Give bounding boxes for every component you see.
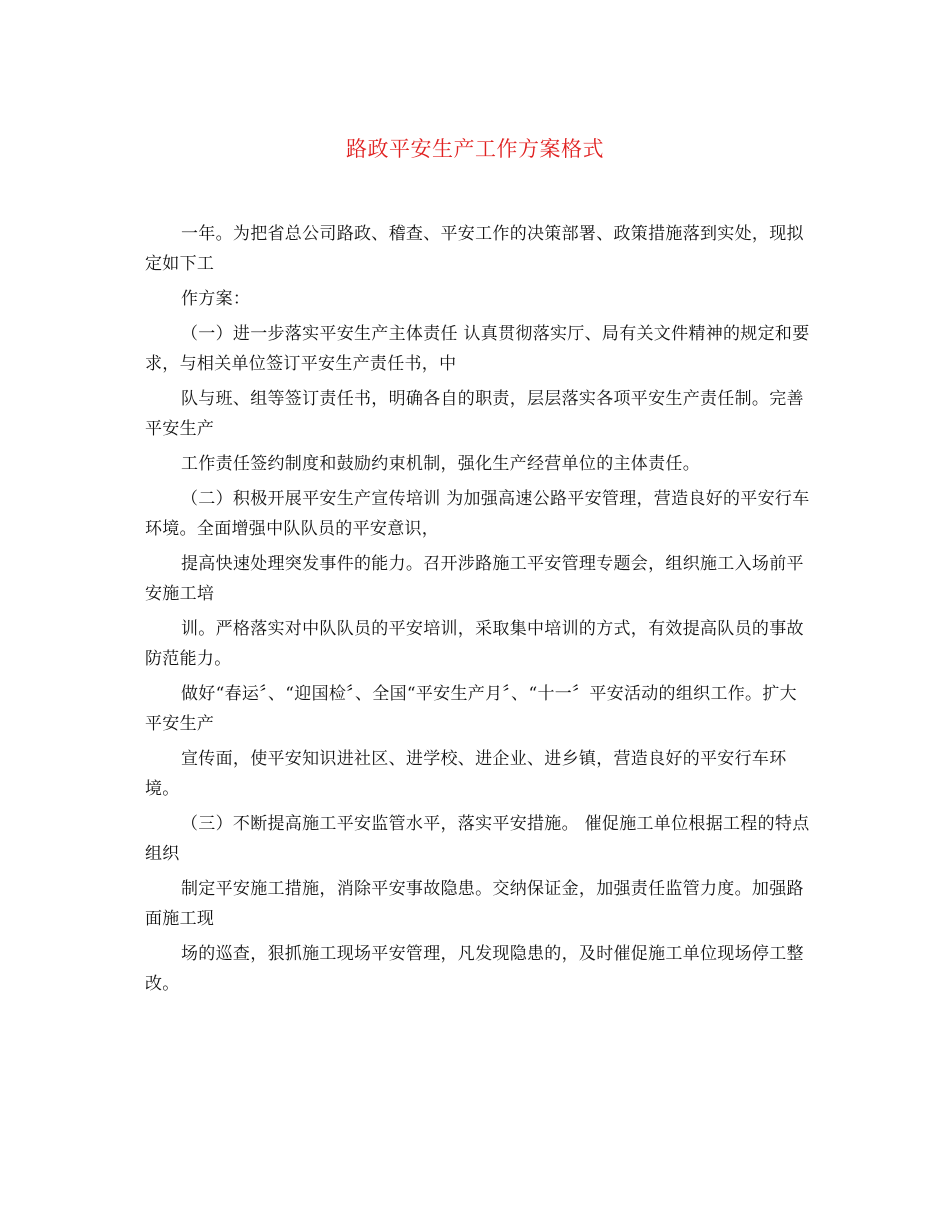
paragraph: 提高快速处理突发事件的能力。召开涉路施工平安管理专题会，组织施工入场前平安施工培 [145, 554, 804, 604]
document-title: 路政平安生产工作方案格式 [346, 137, 604, 161]
document-body [145, 219, 810, 999]
paragraph: 做好“春运〞、“迎国检〞、全国“平安生产月〞、“十一〞平安活动的组织工作。扩大平安生产 [145, 684, 797, 734]
paragraph: 制定平安施工措施，消除平安事故隐患。交纳保证金，加强责任监管力度。加强路面施工现 [145, 879, 804, 929]
paragraph: 作方案： [181, 289, 251, 309]
paragraph: （二）积极开展平安生产宣传培训 为加强高速公路平安管理，营造良好的平安行车环境。全面增强中队队员的平安意识， [145, 489, 810, 539]
paragraph: 训。严格落实对中队队员的平安培训，采取集中培训的方式，有效提高队员的事故防范能力。 [145, 619, 804, 669]
paragraph: 工作责任签约制度和鼓励约束机制，强化生产经营单位的主体责任。 [181, 454, 700, 474]
paragraph: （三）不断提高施工平安监管水平，落实平安措施。 催促施工单位根据工程的特点组织 [145, 814, 810, 864]
paragraph: 一年。为把省总公司路政、稽查、平安工作的决策部署、政策措施落到实处，现拟定如下工 [145, 224, 804, 274]
paragraph: 宣传面，使平安知识进社区、进学校、进企业、进乡镇，营造良好的平安行车环境。 [145, 749, 787, 799]
paragraph: 场的巡查，狠抓施工现场平安管理，凡发现隐患的，及时催促施工单位现场停工整改。 [145, 944, 804, 994]
paragraph: 队与班、组等签订责任书，明确各自的职责，层层落实各项平安生产责任制。完善平安生产 [145, 389, 804, 439]
paragraph: （一）进一步落实平安生产主体责任 认真贯彻落实厅、局有关文件精神的规定和要求，与相关单位签订平安生产责任书，中 [145, 324, 810, 374]
